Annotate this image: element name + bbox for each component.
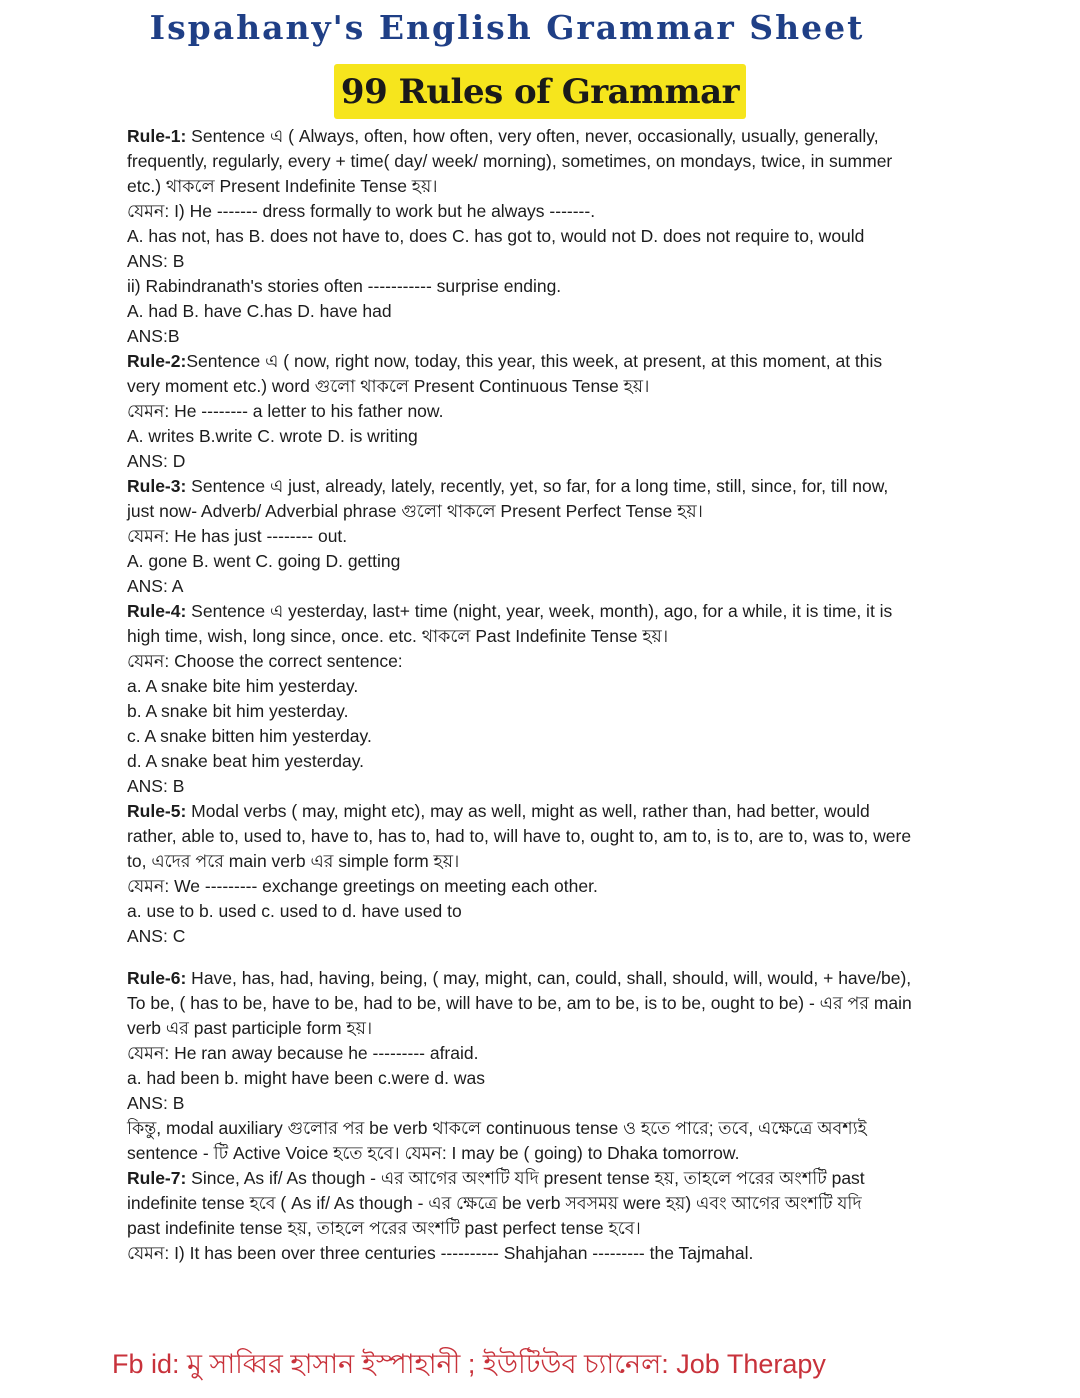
rule-4-answer-1: ANS: B	[127, 776, 185, 796]
rule-6-note-1: কিন্তু, modal auxiliary গুলোর পর be verb থাকলে continuous tense ও হতে পারে; তবে, এক্ষেত্রে অবশ্যই	[127, 1118, 867, 1138]
rule-3-label: Rule-3:	[127, 476, 187, 496]
rule-5-options-1: a. use to b. used c. used to d. have used to	[127, 901, 462, 921]
rule-4-example-1: যেমন: Choose the correct sentence:	[127, 651, 403, 671]
rule-1-line-3: etc.) থাকলে Present Indefinite Tense হয়।	[127, 176, 438, 196]
rule-4-option-b: b. A snake bit him yesterday.	[127, 701, 349, 721]
rule-3-line-1: Sentence এ just, already, lately, recently, yet, so far, for a long time, still, since, for, till now,	[186, 476, 889, 496]
rule-4-option-c: c. A snake bitten him yesterday.	[127, 726, 372, 746]
rule-3-answer-1: ANS: A	[127, 576, 184, 596]
rule-5-answer-1: ANS: C	[127, 926, 186, 946]
rule-4-line-2: high time, wish, long since, once. etc. থাকলে Past Indefinite Tense হয়।	[127, 626, 669, 646]
rule-1-line-2: frequently, regularly, every + time( day/ week/ morning), sometimes, on mondays, twice, in summer	[127, 151, 893, 171]
subtitle-banner	[334, 64, 746, 119]
rule-6-line-1: Have, has, had, having, being, ( may, might, can, could, shall, should, will, would, + have/be),	[186, 968, 912, 988]
rule-2-answer-1: ANS: D	[127, 451, 186, 471]
rule-2-example-1: যেমন: He -------- a letter to his father now.	[127, 401, 444, 421]
rule-1-label: Rule-1:	[127, 126, 187, 146]
rule-1-answer-2: ANS:B	[127, 326, 180, 346]
rule-7-line-2: indefinite tense হবে ( As if/ As though - এর ক্ষেত্রে be verb সবসময় were হয়) এবং আগের অংশটি যদি	[127, 1193, 862, 1213]
sheet-title: Ispahany's English Grammar Sheet	[149, 8, 865, 47]
rule-6-label: Rule-6:	[127, 968, 187, 988]
rule-3-options-1: A. gone B. went C. going D. getting	[127, 551, 401, 571]
rule-1-options-2: A. had B. have C.has D. have had	[127, 301, 392, 321]
rule-2-options-1: A. writes B.write C. wrote D. is writing	[127, 426, 418, 446]
rule-6-line-2: To be, ( has to be, have to be, had to be, will have to be, am to be, is to be, ought to be) - এর পর main	[127, 993, 912, 1013]
rule-2-text	[127, 349, 957, 374]
rule-4-text	[127, 599, 957, 624]
rule-1-answer-1: ANS: B	[127, 251, 185, 271]
rule-6-text	[127, 966, 957, 991]
rule-1-example-2: ii) Rabindranath's stories often ----------- surprise ending.	[127, 276, 562, 296]
rule-6-options-1: a. had been b. might have been c.were d. was	[127, 1068, 486, 1088]
rule-3-line-2: just now- Adverb/ Adverbial phrase গুলো থাকলে Present Perfect Tense হয়।	[127, 501, 703, 521]
rule-5-label: Rule-5:	[127, 801, 187, 821]
rule-6-example-1: যেমন: He ran away because he --------- afraid.	[127, 1043, 479, 1063]
rule-1-line-1: Sentence এ ( Always, often, how often, very often, never, occasionally, usually, generally,	[186, 126, 879, 146]
rule-5-line-3: to, এদের পরে main verb এর simple form হয়।	[127, 851, 460, 871]
rule-1-example-1: যেমন: I) He ------- dress formally to work but he always -------.	[127, 201, 596, 221]
rule-6-note-2: sentence - টি Active Voice হতে হবে। যেমন: I may be ( going) to Dhaka tomorrow.	[127, 1143, 740, 1163]
rule-2-label: Rule-2:	[127, 351, 187, 371]
rule-1-text	[127, 124, 957, 149]
rule-7-example-1: যেমন: I) It has been over three centuries ---------- Shahjahan --------- the Tajmahal.	[127, 1243, 754, 1263]
rule-2-line-2: very moment etc.) word গুলো থাকলে Present Continuous Tense হয়।	[127, 376, 650, 396]
rule-5-line-1: Modal verbs ( may, might etc), may as well, might as well, rather than, had better, would	[186, 801, 870, 821]
rule-4-option-a: a. A snake bite him yesterday.	[127, 676, 359, 696]
rule-6-answer-1: ANS: B	[127, 1093, 185, 1113]
rule-3-text	[127, 474, 957, 499]
rule-3-example-1: যেমন: He has just -------- out.	[127, 526, 348, 546]
rule-4-line-1: Sentence এ yesterday, last+ time (night, year, week, month), ago, for a while, it is time, it is	[186, 601, 893, 621]
rule-4-label: Rule-4:	[127, 601, 187, 621]
subtitle: 99 Rules of Grammar	[340, 71, 740, 112]
footer-credit: Fb id: মু সাব্বির হাসান ইস্পাহানী ; ইউটিউব চ্যানেল: Job Therapy	[112, 1349, 826, 1379]
rule-7-label: Rule-7:	[127, 1168, 187, 1188]
rule-4-option-d: d. A snake beat him yesterday.	[127, 751, 365, 771]
rule-2-line-1: Sentence এ ( now, right now, today, this year, this week, at present, at this moment, at this	[186, 351, 883, 371]
rule-7-text	[127, 1166, 957, 1191]
rule-1-options-1: A. has not, has B. does not have to, does C. has got to, would not D. does not require to, would	[127, 226, 865, 246]
rule-7-line-1: Since, As if/ As though - এর আগের অংশটি যদি present tense হয়, তাহলে পরের অংশটি past	[186, 1168, 865, 1188]
rule-5-example-1: যেমন: We --------- exchange greetings on meeting each other.	[127, 876, 598, 896]
rule-6-line-3: verb এর past participle form হয়।	[127, 1018, 373, 1038]
rules-content	[127, 124, 957, 1266]
rule-7-line-3: past indefinite tense হয়, তাহলে পরের অংশটি past perfect tense হবে।	[127, 1218, 641, 1238]
section-gap	[127, 949, 957, 966]
rule-5-line-2: rather, able to, used to, have to, has to, had to, will have to, ought to, am to, is to, are to, was to, were	[127, 826, 912, 846]
rule-5-text	[127, 799, 957, 824]
